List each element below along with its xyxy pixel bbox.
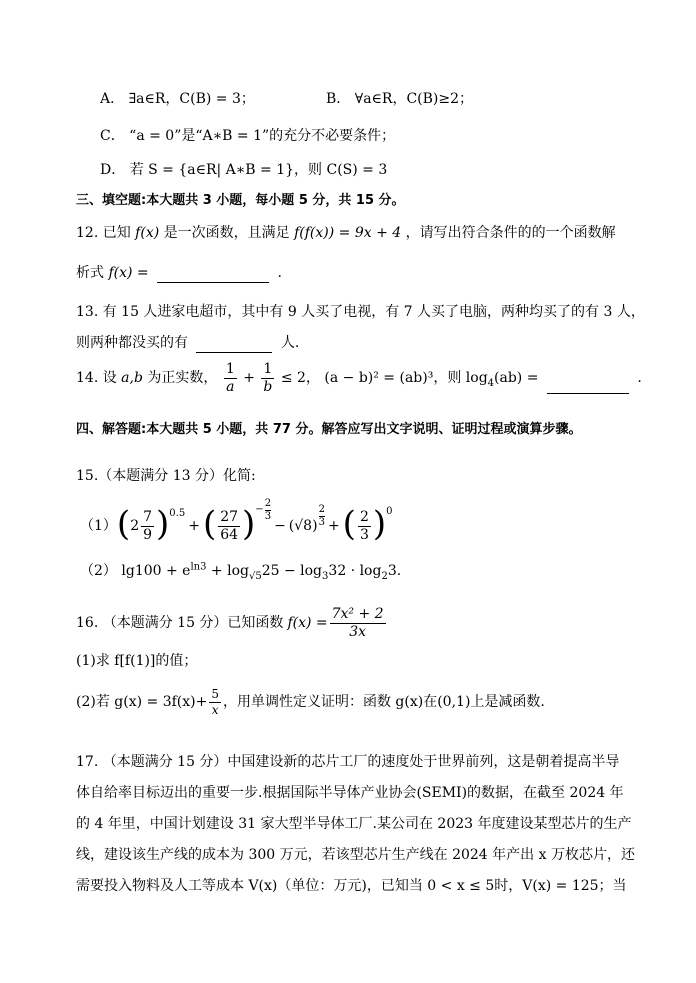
q14-frac2-num: 1	[263, 361, 273, 377]
q15-p1-t2-num: 27	[220, 508, 239, 525]
q15-p1-plus2: +	[327, 517, 340, 534]
q13-line2-a: 则两种都没买的有	[76, 335, 188, 351]
q12-text-a: 已知	[102, 225, 131, 241]
q14-log-base: 4	[487, 377, 495, 389]
left-paren: (	[202, 504, 217, 544]
q15-p2-end: .	[396, 563, 402, 579]
q15-p2-base: √5	[248, 570, 262, 582]
q14-num: 14. 设	[76, 370, 117, 387]
option-a	[100, 89, 255, 109]
q15-p1-t4-num: 2	[359, 508, 369, 525]
q15-p1-t3-exp	[319, 505, 325, 528]
q12-end: .	[277, 265, 282, 281]
q14-frac-1	[224, 362, 237, 394]
q17-line4: 线，建设该生产线的成本为 300 万元，若该型芯片生产线在 2024 年产出 x 万枚芯片，还	[76, 847, 635, 863]
q14-log-arg: (ab) =	[494, 370, 539, 387]
q12-line2-a: 析式	[76, 265, 104, 281]
option-d-label: D．	[100, 162, 126, 178]
q16-part2-b: ，用单调性定义证明：函数 g(x)在(0,1)上是减函数.	[222, 693, 545, 710]
q15-p1-t3-exp-num: 2	[318, 503, 325, 515]
q15-p1-t1-den: 9	[143, 526, 153, 543]
option-b	[326, 89, 473, 109]
q14-vars: a,b	[121, 370, 143, 387]
left-paren: (	[116, 504, 131, 544]
q15-p1-t2-exp	[265, 499, 271, 522]
q15-p2-expr-b: + log	[206, 563, 249, 579]
q12-text-c: ，请写出符合条件的的一个函数解	[405, 225, 616, 241]
q15-p2-exp: ln3	[190, 561, 207, 573]
right-paren: )	[372, 504, 387, 544]
right-paren: )	[156, 504, 170, 544]
q14-line	[76, 362, 642, 394]
q15-p1-t4-den: 3	[359, 526, 369, 543]
q14-log: log	[465, 370, 488, 387]
q14-end: .	[637, 370, 642, 387]
q14-answer-blank[interactable]	[547, 379, 629, 394]
q14-eq2: (a − b)² = (ab)³，则	[324, 370, 462, 387]
q15-p2-expr-e: 3	[387, 563, 397, 579]
q15-p1-t1-num: 7	[143, 508, 153, 525]
q14-text-a: 为正实数，	[147, 370, 218, 387]
q12-fx: f(x)	[135, 225, 160, 241]
q15-p2-label: （2）	[80, 563, 117, 579]
q14-ineq: ≤ 2，	[280, 370, 320, 387]
q15-p2-expr-a: lg100 + e	[121, 563, 191, 579]
q14-frac1-den: a	[226, 378, 235, 395]
q15-p2-expr-d: 32 · log	[328, 563, 382, 579]
q15-p2-base2: 3	[322, 570, 329, 582]
q17-line3: 的 4 年里，中国计划建设 31 家大型半导体工厂.某公司在 2023 年度建设某型芯片的生产	[76, 816, 632, 832]
q15-p1-t1-frac	[141, 510, 154, 542]
section-3-title: 三、填空题:本大题共 3 小题，每小题 5 分，共 15 分。	[76, 193, 405, 208]
q15-part1: （1） ( 2 $\frac{7}{9}$ ) 0.5 + ( $\frac{27}{64}$ ) − $\frac{2}{3}$ − (√8) $\frac{2}{3}$ + ( $\frac{2}{3}$ ) 0	[80, 497, 393, 544]
q12-text-b: 是一次函数，且满足	[163, 225, 290, 241]
q15-p1-t3-exp-den: 3	[318, 516, 325, 528]
q15-p1-label: （1）	[80, 517, 117, 534]
q15-header: 15.（本题满分 13 分）化简:	[76, 468, 256, 484]
option-c-label: C．	[100, 128, 125, 144]
q16-part2	[76, 682, 545, 722]
q15-p1-t2-exp-sign: −	[255, 503, 264, 515]
option-c-text: “a = 0”是“A∗B = 1”的充分不必要条件；	[129, 128, 396, 144]
q15-p1-minus: −	[274, 517, 286, 534]
q17-line2: 体自给率目标迈出的重要一步.根据国际半导体产业协会(SEMI)的数据，在截至 2024 年	[76, 785, 624, 801]
q16-part2-a: (2)若 g(x) = 3f(x)+	[76, 693, 208, 710]
q15-p1-t2-frac	[218, 510, 240, 542]
q14-plus: +	[243, 370, 255, 387]
q15-p1-t1-whole: 2	[130, 517, 140, 534]
q14-frac-2	[261, 362, 274, 394]
q12-line2-f: f(x) =	[108, 265, 149, 281]
q13-line1: 13. 有 15 人进家电超市，其中有 9 人买了电视，有 7 人买了电脑，两种均买了的有 3 人，	[76, 304, 645, 320]
q14-frac1-num: 1	[225, 361, 235, 377]
q13-answer-blank[interactable]	[196, 338, 272, 353]
right-paren: )	[242, 504, 256, 544]
q16-den: 3x	[349, 623, 366, 640]
q16-part1: (1)求 f[f(1)]的值；	[76, 653, 198, 669]
option-d-text: 若 S = {a∈R| A∗B = 1}，则 C(S) = 3	[129, 162, 388, 178]
option-a-label: A．	[100, 91, 125, 107]
q16-frac	[330, 607, 386, 639]
q15-part2	[80, 561, 401, 581]
q15-p1-t3: (√8)	[288, 517, 318, 534]
q16-header	[76, 603, 388, 643]
q12-line1	[76, 223, 616, 243]
q15-p1-t2-exp-den: 3	[264, 510, 272, 522]
q15-p2-base3: 2	[381, 570, 388, 582]
q15-p1-t4-frac	[358, 510, 371, 542]
q16-part2-frac	[209, 688, 221, 716]
q14-frac2-den: b	[263, 378, 273, 395]
option-a-text: ∃a∈R，C(B) = 3；	[128, 91, 255, 107]
q16-part2-frac-num: 5	[211, 686, 219, 701]
q13-line2	[76, 333, 299, 353]
q17-line1: 17. （本题满分 15 分）中国建设新的芯片工厂的速度处于世界前列，这是朝着提高半导	[76, 754, 620, 770]
left-paren: (	[342, 504, 356, 544]
q16-header-a: 16. （本题满分 15 分）已知函数	[76, 614, 284, 631]
option-b-text: ∀a∈R，C(B)≥2；	[354, 91, 474, 107]
option-d	[100, 160, 387, 180]
q17-line5: 需要投入物料及人工等成本 V(x)（单位：万元)，已知当 0 < x ≤ 5时，V(x) = 125；当	[76, 878, 627, 894]
q15-p1-plus1: +	[188, 517, 200, 534]
q12-line2	[76, 263, 282, 283]
q16-part2-frac-den: x	[211, 702, 219, 717]
q16-fx: f(x) =	[287, 614, 328, 631]
q12-answer-blank[interactable]	[157, 268, 269, 283]
q15-p1-t2-exp-num: 2	[264, 497, 272, 509]
q12-equation: f(f(x)) = 9x + 4	[294, 225, 402, 241]
q13-line2-b: 人.	[280, 335, 300, 351]
q15-p1-t2-den: 64	[220, 526, 239, 543]
q15-p2-expr-c: 25 − log	[261, 563, 323, 579]
option-b-label: B．	[326, 91, 351, 107]
q16-num: 7x² + 2	[331, 605, 384, 622]
section-4-title: 四、解答题:本大题共 5 小题，共 77 分。解答应写出文字说明、证明过程或演算步骤。	[76, 422, 582, 437]
option-c	[100, 126, 395, 146]
q12-num: 12.	[76, 225, 99, 241]
